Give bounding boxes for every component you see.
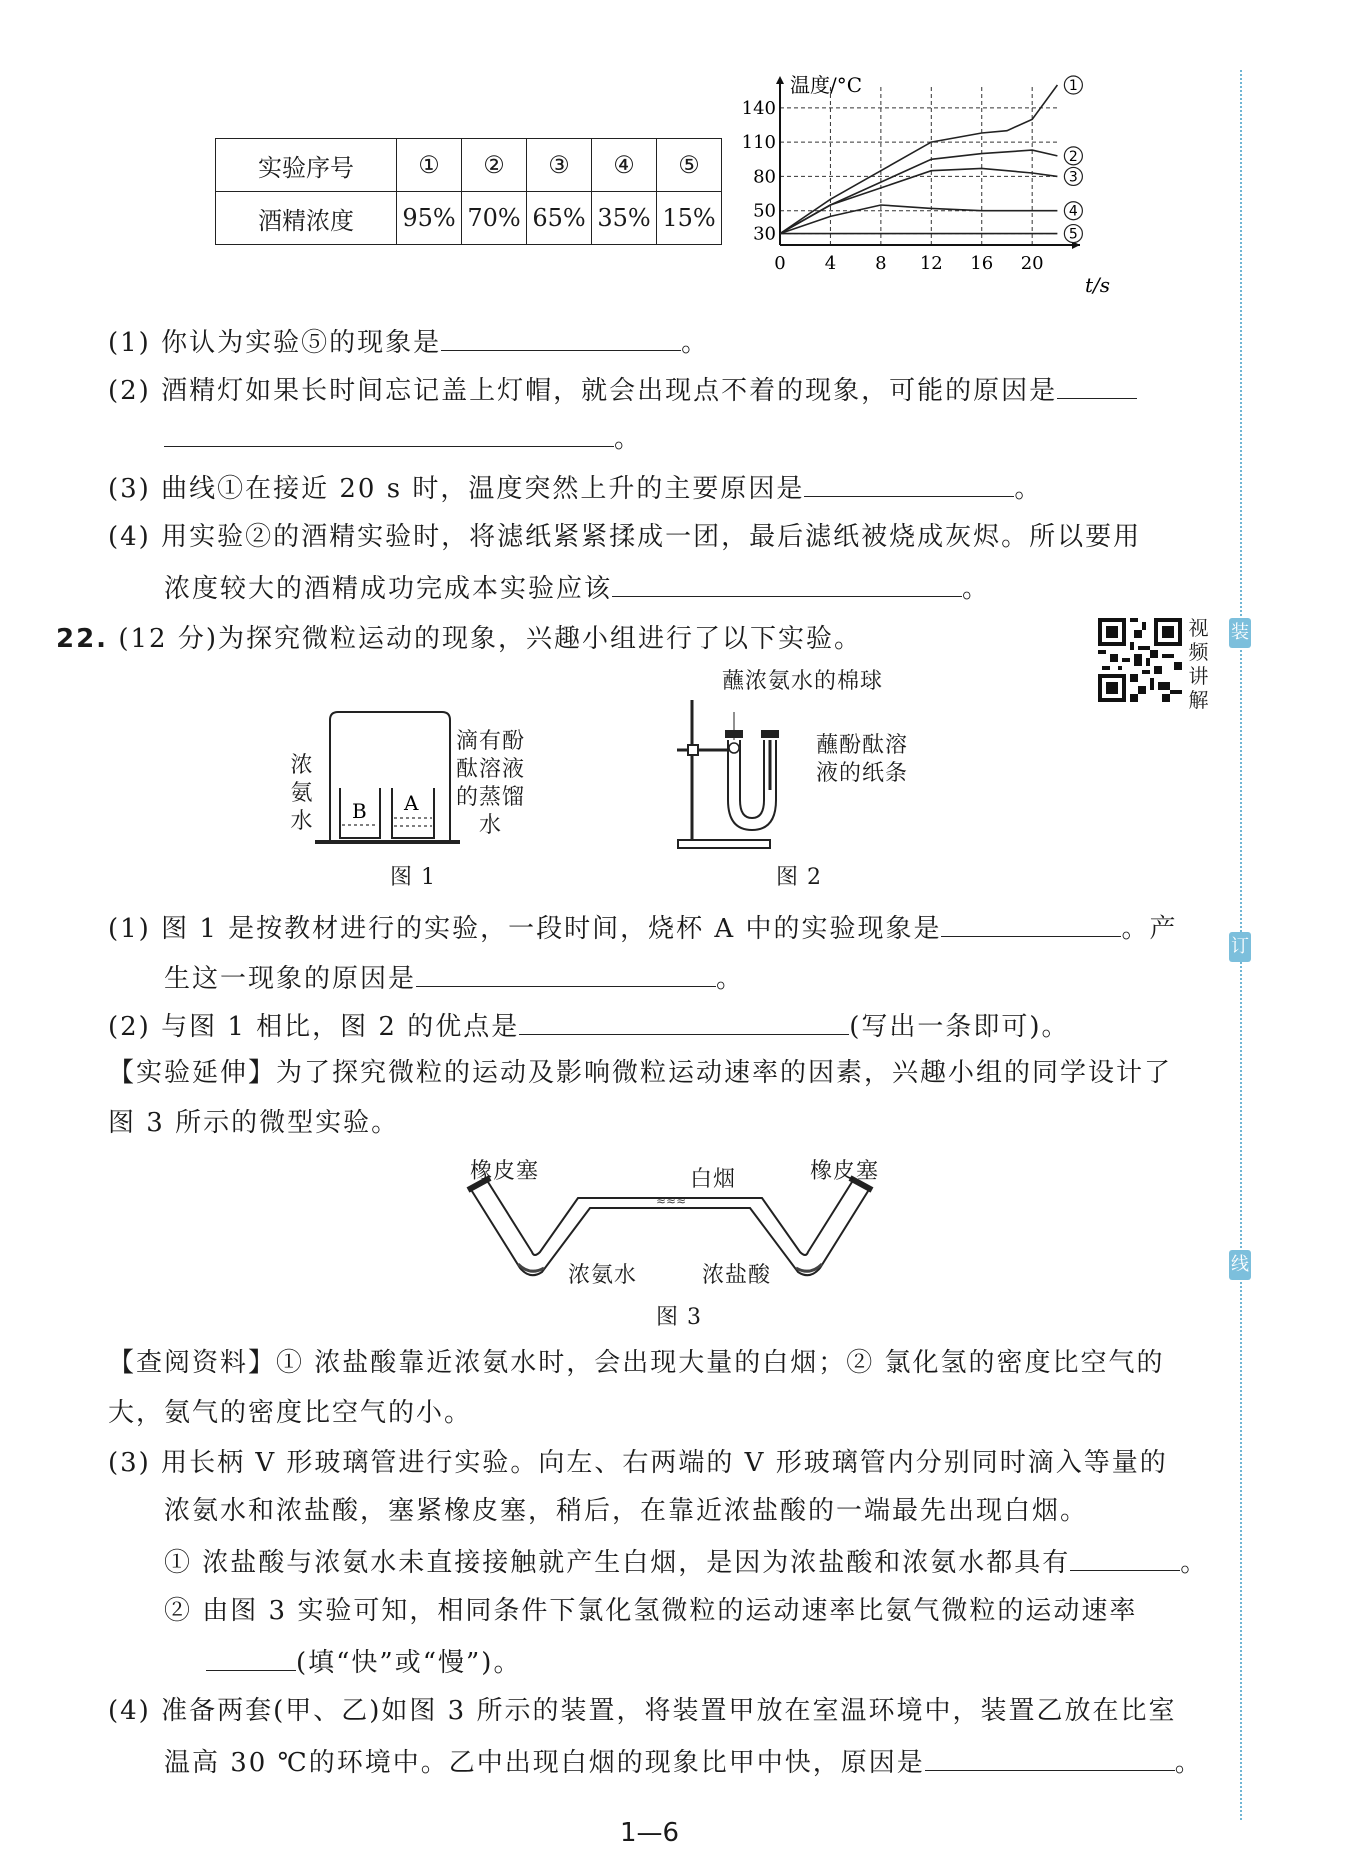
figure2-caption: 图 2 [776, 865, 822, 890]
question-text: (2) 与图 1 相比，图 2 的优点是 [108, 1012, 520, 1042]
q22-part3-sub2: ② 由图 3 实验可知，相同条件下氯化氢微粒的运动速率比氨气微粒的运动速率 [164, 1596, 1138, 1626]
question-number: 22. [56, 624, 109, 654]
chart-series [780, 76, 1082, 243]
series-label: 4 [1068, 203, 1078, 220]
chart-y-label: 温度/°C [790, 73, 863, 97]
qr-caption-char: 解 [1188, 688, 1210, 712]
label-line: 水 [479, 813, 503, 838]
fig3-right-liquid-label: 浓盐酸 [702, 1263, 772, 1288]
q22-part3: (3) 用长柄 V 形玻璃管进行实验。向左、右两端的 V 形玻璃管内分别同时滴入等量的 [108, 1448, 1168, 1478]
qr-caption-char: 频 [1188, 640, 1210, 664]
beaker-b-label: B [352, 799, 367, 823]
table-cell: ① [397, 139, 462, 192]
table-cell: 70% [462, 192, 527, 245]
qr-caption-char: 视 [1188, 616, 1210, 640]
q22-part3-cont: 浓氨水和浓盐酸，塞紧橡皮塞，稍后，在靠近浓盐酸的一端最先出现白烟。 [164, 1496, 1089, 1526]
extension-line2: 图 3 所示的微型实验。 [108, 1108, 400, 1138]
question-text: (3) 曲线①在接近 20 s 时，温度突然上升的主要原因是 [108, 474, 805, 504]
series-line [780, 168, 1057, 233]
chart-x-label: t/s [1085, 273, 1111, 297]
answer-blank[interactable] [441, 324, 681, 351]
series-label: 2 [1068, 148, 1078, 165]
q22-header [56, 622, 862, 656]
svg-text:≈≈≈: ≈≈≈ [656, 1194, 687, 1208]
answer-blank[interactable] [206, 1644, 296, 1671]
answer-blank[interactable] [164, 420, 614, 447]
x-tick-label: 0 [774, 253, 786, 274]
q22-part3-sub2-cont [206, 1644, 521, 1680]
question-text: 。 [962, 574, 991, 604]
table-cell: ③ [527, 139, 592, 192]
fig3-right-stopper-label: 橡皮塞 [810, 1159, 880, 1184]
table-cell: 15% [657, 192, 722, 245]
question-text: 。 [1014, 474, 1043, 504]
question-text: 。 [614, 424, 643, 454]
fig1-left-label [290, 752, 314, 836]
y-axis-arrow [776, 76, 784, 84]
table-header-cell: 酒精浓度 [216, 192, 397, 245]
extension-line1: 【实验延伸】为了探究微粒的运动及影响微粒运动速率的因素，兴趣小组的同学设计了 [108, 1058, 1173, 1088]
label-line: 酞溶液 [456, 757, 526, 782]
q22-part4-cont [164, 1744, 1203, 1780]
answer-blank[interactable] [925, 1744, 1175, 1771]
question-text: (1) 你认为实验⑤的现象是 [108, 328, 442, 358]
chart-axes [776, 76, 1080, 249]
table-cell: ④ [592, 139, 657, 192]
question-text: (填“快”或“慢”)。 [296, 1648, 522, 1678]
table-cell: ⑤ [657, 139, 722, 192]
fig2-right-label [816, 732, 908, 788]
question-text: 浓度较大的酒精成功完成本实验应该 [164, 574, 613, 604]
table-cell: 95% [397, 192, 462, 245]
binding-tag: 装 [1229, 618, 1251, 648]
figure3-caption: 图 3 [656, 1305, 702, 1330]
x-tick-label: 20 [1020, 253, 1044, 274]
fig3-left-liquid-label: 浓氨水 [568, 1263, 638, 1288]
question-text: ① 浓盐酸与浓氨水未直接接触就产生白烟，是因为浓盐酸和浓氨水都具有 [164, 1548, 1071, 1578]
table-row [216, 192, 722, 245]
qr-caption-char: 讲 [1188, 664, 1210, 688]
series-label: 3 [1068, 169, 1078, 186]
page-number: 1—6 [620, 1818, 680, 1848]
q22-part3-sub1 [164, 1544, 1208, 1580]
reference-line1: 【查阅资料】① 浓盐酸靠近浓氨水时，会出现大量的白烟；② 氯化氢的密度比空气的 [108, 1348, 1165, 1378]
answer-blank[interactable] [1070, 1544, 1180, 1571]
label-char: 浓 [290, 753, 314, 778]
answer-blank[interactable] [804, 470, 1014, 497]
question-text: 。 [681, 328, 710, 358]
binding-tag: 线 [1229, 1250, 1251, 1280]
question-text: 。产 [1121, 914, 1178, 944]
x-tick-label: 12 [919, 253, 943, 274]
y-tick-label: 140 [741, 97, 776, 119]
label-line: 蘸酚酞溶 [816, 733, 909, 758]
answer-blank[interactable] [1057, 372, 1137, 399]
series-label: 5 [1068, 226, 1078, 243]
answer-blank[interactable] [941, 910, 1121, 937]
qr-code-icon[interactable] [1098, 618, 1182, 702]
q22-part1-cont [164, 960, 744, 996]
q21-part4-cont [164, 570, 990, 606]
question-text: (1) 图 1 是按教材进行的实验，一段时间，烧杯 A 中的实验现象是 [108, 914, 942, 944]
q21-part4 [108, 520, 1141, 554]
chart-ticks [742, 98, 1044, 274]
fig3-smoke-label: 白烟 [690, 1167, 737, 1192]
y-tick-label: 110 [741, 132, 776, 154]
x-tick-label: 8 [875, 253, 887, 274]
question-text: 生这一现象的原因是 [164, 964, 417, 994]
figure3-v-tube-apparatus [460, 1168, 880, 1288]
table-header-cell: 实验序号 [216, 139, 397, 192]
binding-tag: 订 [1229, 932, 1251, 962]
question-text: 。 [716, 964, 745, 994]
label-char: 氨 [290, 781, 314, 806]
fig2-top-label: 蘸浓氨水的棉球 [722, 669, 884, 694]
label-char: 水 [290, 809, 314, 834]
series-label: 1 [1068, 78, 1078, 94]
figure2-u-tube-apparatus [672, 690, 812, 852]
question-text: 。 [1180, 1548, 1209, 1578]
x-tick-label: 16 [970, 253, 994, 274]
table-cell: 65% [527, 192, 592, 245]
q21-part3 [108, 470, 1042, 506]
table-cell: 35% [592, 192, 657, 245]
q21-part1 [108, 324, 709, 360]
table-cell: ② [462, 139, 527, 192]
concentration-table [215, 138, 722, 245]
q21-part2-cont [164, 420, 642, 456]
question-text: 。 [1174, 1748, 1203, 1778]
question-text: (4) 用实验②的酒精实验时，将滤纸紧紧揉成一团，最后滤纸被烧成灰烬。所以要用 [108, 522, 1142, 552]
y-tick-label: 50 [753, 200, 776, 222]
figure1-caption: 图 1 [390, 865, 436, 890]
answer-blank[interactable] [416, 960, 716, 987]
label-line: 滴有酚 [456, 729, 526, 754]
question-text: (2) 酒精灯如果长时间忘记盖上灯帽，就会出现点不着的现象，可能的原因是 [108, 376, 1058, 406]
beaker-a-label: A [404, 791, 419, 815]
table-row [216, 139, 722, 192]
fig3-left-stopper-label: 橡皮塞 [470, 1159, 540, 1184]
q22-part2 [108, 1008, 1070, 1044]
temperature-chart [740, 70, 1120, 310]
question-text: (12 分)为探究微粒运动的现象，兴趣小组进行了以下实验。 [118, 624, 862, 654]
figure1-bell-jar-apparatus [310, 700, 460, 848]
y-tick-label: 30 [753, 223, 776, 245]
q22-part1 [108, 910, 1178, 946]
x-tick-label: 4 [824, 253, 837, 274]
reference-line2: 大，氨气的密度比空气的小。 [108, 1398, 473, 1428]
answer-blank[interactable] [612, 570, 962, 597]
label-line: 液的纸条 [816, 761, 909, 786]
qr-caption [1188, 616, 1210, 712]
fig1-right-label [456, 728, 525, 840]
y-tick-label: 80 [753, 166, 776, 188]
question-text: (写出一条即可)。 [849, 1012, 1070, 1042]
label-line: 的蒸馏 [456, 785, 526, 810]
series-line [780, 150, 1057, 234]
answer-blank[interactable] [519, 1008, 849, 1035]
q22-part4: (4) 准备两套(甲、乙)如图 3 所示的装置，将装置甲放在室温环境中，装置乙放在比室 [108, 1696, 1177, 1726]
q21-part2 [108, 372, 1137, 408]
question-text: 温高 30 ℃的环境中。乙中出现白烟的现象比甲中快，原因是 [164, 1748, 925, 1778]
